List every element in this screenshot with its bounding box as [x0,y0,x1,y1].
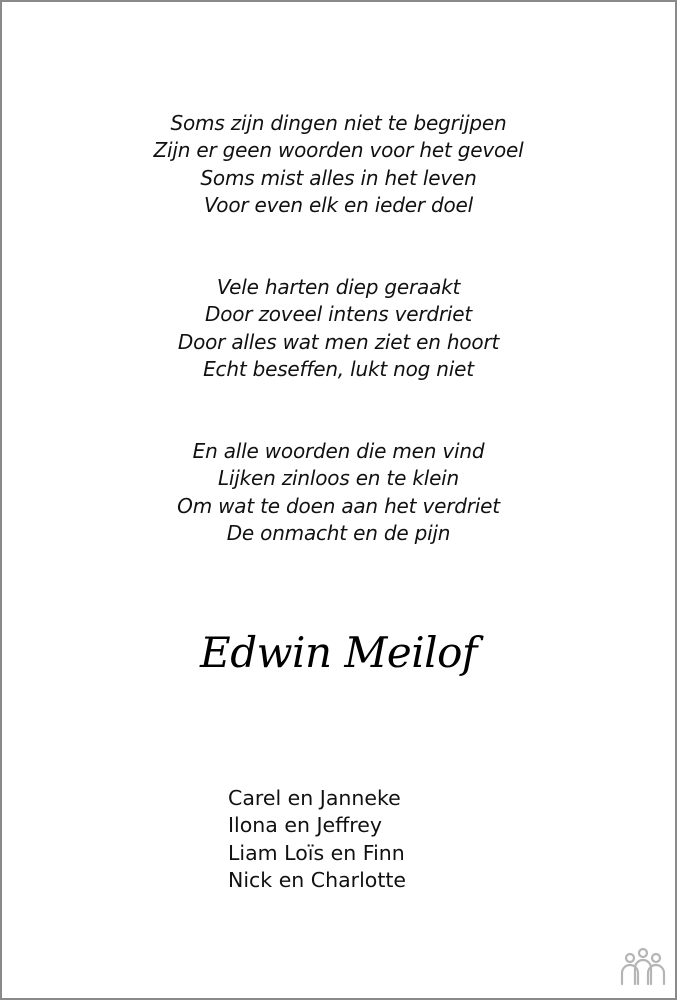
poem-line: Soms mist alles in het leven [200,165,477,190]
family-line: Carel en Janneke [228,786,401,810]
family-line: Nick en Charlotte [228,867,407,892]
poem-stanza [2,438,675,547]
deceased-name: Edwin Meilof [200,628,477,677]
people-group-icon [619,946,667,986]
poem-line: Echt beseffen, lukt nog niet [203,356,474,381]
poem-line: Door alles wat men ziet en hoort [177,329,500,354]
poem-line: Zijn er geen woorden voor het gevoel [153,138,524,163]
poem-line: Lijken zinloos en te klein [217,466,460,491]
poem-line: Voor even elk en ieder doel [203,192,473,217]
poem-line: De onmacht en de pijn [226,520,451,545]
poem-line: Om wat te doen aan het verdriet [177,493,500,518]
poem-stanza [2,274,675,383]
poem-line: Vele harten diep geraakt [216,275,461,299]
family-line: Ilona en Jeffrey [228,813,382,838]
family-list [228,785,406,894]
poem-line: Soms zijn dingen niet te begrijpen [170,111,507,135]
poem-line: En alle woorden die men vind [192,439,485,463]
poem-stanza [2,110,675,219]
family-line: Liam Loïs en Finn [228,840,405,865]
poem-line: Door zoveel intens verdriet [205,302,472,327]
